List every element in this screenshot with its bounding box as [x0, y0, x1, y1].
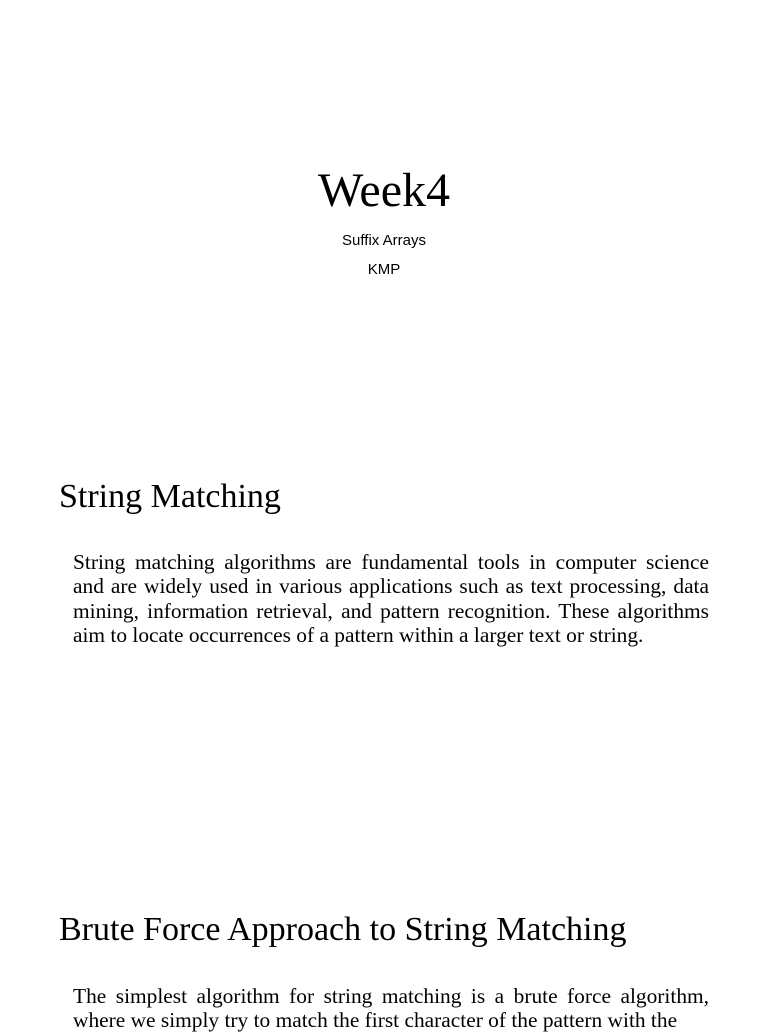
section-heading-string-matching: String Matching	[59, 478, 281, 515]
section-body-string-matching: String matching algorithms are fundamental tools in computer science and are widely used in various applications such as text processing, data mining, information retrieval, and pattern recognition. These algorithms aim to locate occurrences of a pattern within a larger text or string.	[73, 550, 709, 648]
title-block	[0, 162, 768, 284]
subtitle-suffix-arrays: Suffix Arrays	[342, 232, 426, 249]
document-title: Week4	[317, 164, 451, 217]
section-heading-brute-force: Brute Force Approach to String Matching	[59, 911, 627, 948]
subtitle-kmp: KMP	[367, 261, 401, 278]
section-body-brute-force: The simplest algorithm for string matching is a brute force algorithm, where we simply try to match the first character of the pattern with the	[73, 984, 709, 1033]
